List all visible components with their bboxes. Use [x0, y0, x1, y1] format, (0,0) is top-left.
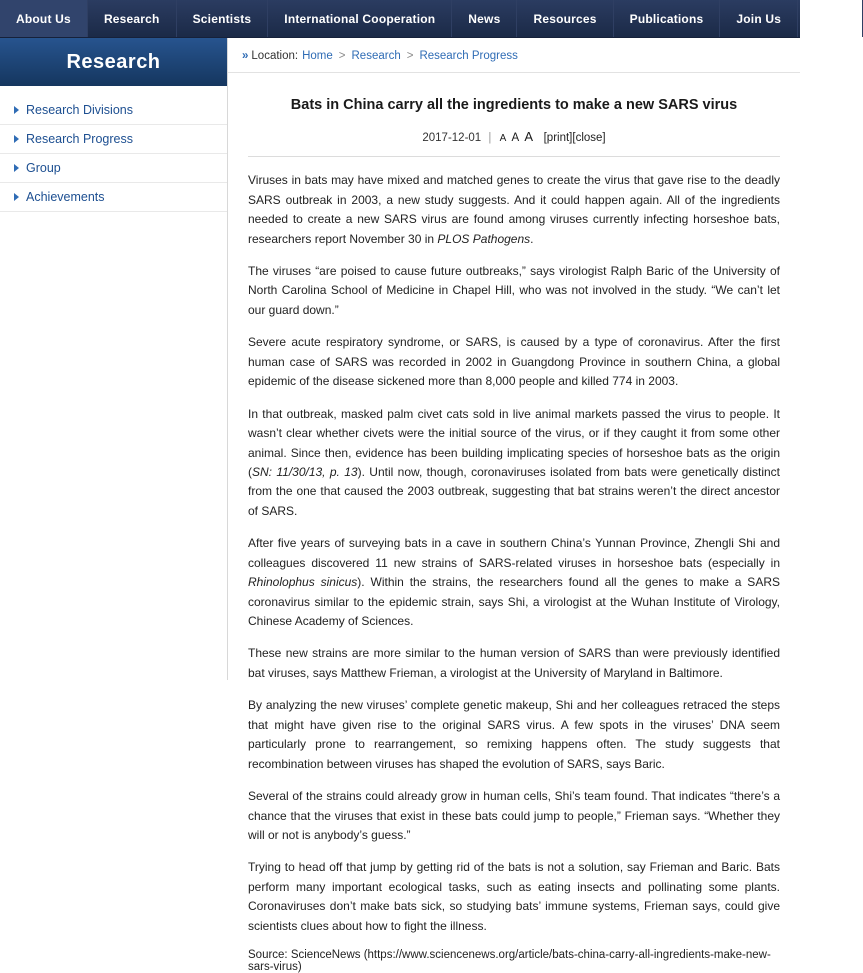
sidebar-item-label: Research Progress	[26, 132, 133, 146]
breadcrumb-separator: >	[406, 50, 414, 62]
nav-label: Resources	[533, 11, 597, 26]
sidebar	[0, 38, 228, 680]
divider	[248, 156, 780, 157]
chevron-right-icon	[14, 193, 19, 201]
article-paragraph: By analyzing the new viruses’ complete genetic makeup, Shi and her colleagues retraced the steps that might have given rise to the original SARS virus. A few spots in the viruses’ DNA seem particularly prone to rearrangement, so remixing happens often. The study suggests that recombination between viruses has shaped the evolution of SARS, says Baric.	[248, 698, 780, 771]
sidebar-item-label: Achievements	[26, 190, 105, 204]
top-navigation-bar	[0, 0, 847, 38]
chevron-right-icon	[14, 135, 19, 143]
nav-label: Join Us	[736, 11, 782, 26]
print-button[interactable]: [print]	[543, 132, 573, 145]
nav-item-about-us[interactable]	[0, 0, 88, 37]
nav-label: Publications	[629, 11, 704, 26]
nav-label: International Cooperation	[284, 11, 436, 26]
nav-item-research[interactable]	[88, 0, 177, 37]
nav-item-scientists[interactable]	[177, 0, 269, 37]
nav-label: About Us	[16, 11, 71, 26]
article-paragraph: Viruses in bats may have mixed and matched genes to create the virus that gave rise to the deadly SARS outbreak in 2003, a new study suggests. And it could happen again. All of the ingredients needed to create a new SARS virus are found among viruses currently infecting horseshoe bats, researchers report November 30 in PLOS Pathogens.	[248, 173, 780, 246]
article-paragraph: These new strains are more similar to the human version of SARS than were previously identified bat viruses, says Matthew Frieman, a virologist at the University of Maryland in Baltimore.	[248, 646, 780, 680]
breadcrumb-link-research[interactable]: Research	[351, 50, 401, 62]
nav-item-news[interactable]	[452, 0, 517, 37]
article-paragraph: Severe acute respiratory syndrome, or SARS, is caused by a type of coronavirus. After the first human case of SARS was recorded in 2002 in Guangdong Province in southern China, a global epidemic of the disease sickened more than 8,000 people and killed 774 in 2003.	[248, 335, 780, 389]
nav-label: Scientists	[192, 11, 252, 26]
article-date: 2017-12-01	[422, 132, 482, 145]
font-size-medium-button[interactable]: A	[511, 132, 520, 145]
article-source: Source: ScienceNews (https://www.sciencenews.org/article/bats-china-carry-all-ingredients-make-new-sars-virus)	[248, 949, 771, 973]
article-paragraph: Trying to head off that jump by getting rid of the bats is not a solution, say Frieman and Baric. Bats perform many important ecological tasks, such as eating insects and pollinating some plants. Coronaviruses don’t make bats sick, so studying bats’ immune systems, Frieman says, could give scientists clues about how to fight the illness.	[248, 860, 780, 933]
sidebar-item-achievements[interactable]	[0, 183, 227, 212]
sidebar-item-research-divisions[interactable]	[0, 96, 227, 125]
breadcrumb-arrows-icon: »	[242, 50, 248, 62]
sidebar-title: Research	[0, 38, 227, 86]
breadcrumb-separator: >	[338, 50, 346, 62]
sidebar-item-label: Group	[26, 161, 61, 175]
nav-item-resources[interactable]	[517, 0, 613, 37]
breadcrumb-link-home[interactable]: Home	[302, 50, 333, 62]
sidebar-item-research-progress[interactable]	[0, 125, 227, 154]
nav-item-links[interactable]	[798, 0, 863, 37]
close-button[interactable]: [close]	[572, 132, 606, 145]
article-paragraph: Several of the strains could already grow in human cells, Shi’s team found. That indicates “there’s a chance that the viruses that exist in these bats could jump to people,” Frieman says. “Whether they will or not is anybody’s guess.”	[248, 789, 780, 842]
font-size-small-button[interactable]: A	[499, 133, 507, 145]
breadcrumb-location-label: Location:	[251, 50, 299, 62]
article-body	[248, 171, 780, 973]
nav-item-join-us[interactable]	[720, 0, 798, 37]
sidebar-menu	[0, 86, 227, 212]
page-content	[0, 38, 800, 973]
article-paragraph: After five years of surveying bats in a cave in southern China’s Yunnan Province, Zhengli Shi and colleagues discovered 11 new strains of SARS-related viruses in horseshoe bats (especially in Rhinolophus sinicus). Within the strains, the researchers found all the genes to make a SARS coronavirus similar to the epidemic strain, says Shi, a virologist at the Wuhan Institute of Virology, Chinese Academy of Sciences.	[248, 536, 780, 629]
nav-item-publications[interactable]	[614, 0, 721, 37]
breadcrumb	[228, 38, 800, 73]
nav-label: Research	[103, 11, 160, 26]
article-paragraph: The viruses “are poised to cause future outbreaks,” says virologist Ralph Baric of the University of North Carolina School of Medicine in Chapel Hill, who was not involved in the study. “We can’t let our guard down.”	[248, 264, 780, 317]
nav-label: Links	[814, 11, 847, 26]
nav-label: News	[468, 11, 501, 26]
sidebar-item-label: Research Divisions	[26, 103, 133, 117]
chevron-right-icon	[14, 164, 19, 172]
breadcrumb-link-research-progress[interactable]: Research Progress	[419, 50, 518, 62]
article	[228, 73, 800, 973]
meta-separator: |	[488, 132, 492, 145]
sidebar-item-group[interactable]	[0, 154, 227, 183]
nav-item-international-cooperation[interactable]	[268, 0, 452, 37]
article-meta	[248, 129, 780, 156]
chevron-right-icon	[14, 106, 19, 114]
font-size-large-button[interactable]: A	[524, 129, 534, 145]
main-content	[228, 38, 800, 973]
article-title: Bats in China carry all the ingredients to make a new SARS virus	[290, 97, 738, 113]
article-paragraph: In that outbreak, masked palm civet cats sold in live animal markets passed the virus to people. It wasn’t clear whether civets were the initial source of the virus, or if they caught it from some other animal. Since then, evidence has been building implicating species of horseshoe bats as the origin (SN: 11/30/13, p. 13). Until now, though, coronaviruses isolated from bats were genetically distinct from the one that caused the 2003 outbreak, suggesting that bat strains weren’t the direct ancestor of SARS.	[248, 406, 781, 518]
